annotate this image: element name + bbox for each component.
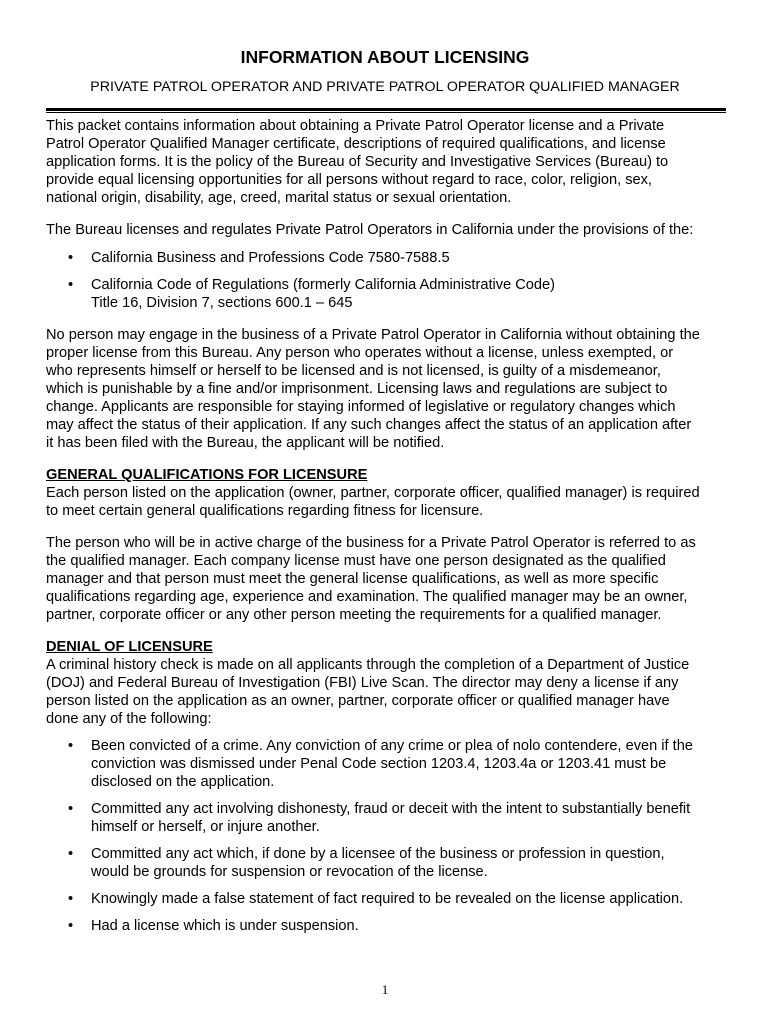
general-qualifications-text bbox=[46, 484, 736, 520]
text-line: proper license from this Bureau. Any person who operates without a license, unless exempted, or bbox=[46, 345, 674, 361]
list-item bbox=[46, 917, 736, 935]
bullet-icon: • bbox=[68, 738, 74, 754]
bullet-icon: • bbox=[68, 250, 74, 266]
general-qualifications-heading: GENERAL QUALIFICATIONS FOR LICENSURE bbox=[46, 467, 368, 483]
text-line: change. Applicants are responsible for staying informed of legislative or regulatory changes which bbox=[46, 399, 676, 415]
text-line: qualifications regarding age, experience and examination. The qualified manager may be an owner, bbox=[46, 589, 688, 605]
title-divider bbox=[46, 108, 726, 113]
text-line: person listed on the application as an owner, partner, corporate officer or qualified manager have bbox=[46, 693, 670, 709]
document-subtitle: PRIVATE PATROL OPERATOR AND PRIVATE PATROL OPERATOR QUALIFIED MANAGER bbox=[90, 79, 680, 95]
bullet-icon: • bbox=[68, 918, 74, 934]
text-line: (DOJ) and Federal Bureau of Investigation (FBI) Live Scan. The director may deny a license if any bbox=[46, 675, 679, 691]
text-line: Knowingly made a false statement of fact required to be revealed on the license application. bbox=[91, 891, 684, 907]
text-line: Had a license which is under suspension. bbox=[91, 918, 359, 934]
list-item bbox=[46, 890, 736, 908]
text-line: Title 16, Division 7, sections 600.1 – 645 bbox=[91, 295, 353, 311]
text-line: California Business and Professions Code 7580-7588.5 bbox=[91, 250, 450, 266]
text-line: Been convicted of a crime. Any conviction of any crime or plea of nolo contendere, even if the bbox=[91, 738, 693, 754]
text-line: the qualified manager. Each company license must have one person designated as the qualified bbox=[46, 553, 666, 569]
denial-text bbox=[46, 656, 736, 728]
text-line: Committed any act which, if done by a licensee of the business or profession in question, bbox=[91, 846, 665, 862]
no-person-paragraph bbox=[46, 326, 736, 452]
text-line: it has been filed with the Bureau, the applicant will be notified. bbox=[46, 435, 445, 451]
text-line: manager and that person must meet the general license qualifications, as well as more specific bbox=[46, 571, 659, 587]
text-line: The person who will be in active charge of the business for a Private Patrol Operator is referred to as bbox=[46, 535, 696, 551]
bullet-icon: • bbox=[68, 801, 74, 817]
text-line: provide equal licensing opportunities for all persons without regard to race, color, religion, sex, bbox=[46, 172, 652, 188]
text-line: which is punishable by a fine and/or imprisonment. Licensing laws and regulations are subject to bbox=[46, 381, 668, 397]
text-line: partner, corporate officer or any other person meeting the requirements for a qualified manager. bbox=[46, 607, 662, 623]
text-line: would be grounds for suspension or revocation of the license. bbox=[91, 864, 488, 880]
bullet-icon: • bbox=[68, 277, 74, 293]
list-item bbox=[46, 737, 736, 791]
text-line: disclosed on the application. bbox=[91, 774, 275, 790]
text-line: This packet contains information about obtaining a Private Patrol Operator license and a Private bbox=[46, 118, 665, 134]
text-line: The Bureau licenses and regulates Private Patrol Operators in California under the provisions of the: bbox=[46, 222, 694, 238]
denial-reasons-list bbox=[46, 737, 736, 935]
text-line: California Code of Regulations (formerly California Administrative Code) bbox=[91, 277, 555, 293]
intro-paragraph bbox=[46, 117, 736, 207]
text-line: done any of the following: bbox=[46, 711, 212, 727]
text-line: himself or herself, or injure another. bbox=[91, 819, 320, 835]
text-line: No person may engage in the business of a Private Patrol Operator in California without obtaining the bbox=[46, 327, 700, 343]
list-item bbox=[46, 276, 736, 312]
provisions-list bbox=[46, 249, 736, 312]
text-line: A criminal history check is made on all applicants through the completion of a Department of Justice bbox=[46, 657, 690, 673]
document-title: INFORMATION ABOUT LICENSING bbox=[240, 47, 530, 67]
text-line: to meet certain general qualifications regarding fitness for licensure. bbox=[46, 503, 484, 519]
denial-heading: DENIAL OF LICENSURE bbox=[46, 639, 213, 655]
text-line: may affect the status of their application. If any such changes affect the status of an application after bbox=[46, 417, 692, 433]
list-item bbox=[46, 845, 736, 881]
bullet-icon: • bbox=[68, 891, 74, 907]
page-number: 1 bbox=[381, 982, 389, 997]
text-line: Patrol Operator Qualified Manager certificate, descriptions of required qualifications, and license bbox=[46, 136, 666, 152]
list-item bbox=[46, 800, 736, 836]
provisions-intro bbox=[46, 221, 736, 239]
text-line: conviction was dismissed under Penal Code section 1203.4, 1203.4a or 1203.41 must be bbox=[91, 756, 667, 772]
text-line: national origin, disability, age, creed, marital status or sexual orientation. bbox=[46, 190, 512, 206]
text-line: Committed any act involving dishonesty, fraud or deceit with the intent to substantially benefit bbox=[91, 801, 691, 817]
bullet-icon: • bbox=[68, 846, 74, 862]
qualified-manager-paragraph bbox=[46, 534, 736, 624]
text-line: Each person listed on the application (owner, partner, corporate officer, qualified manager) is required bbox=[46, 485, 700, 501]
text-line: application forms. It is the policy of the Bureau of Security and Investigative Services (Bureau) to bbox=[46, 154, 669, 170]
list-item bbox=[46, 249, 736, 267]
text-line: who represents himself or herself to be licensed and is not licensed, is guilty of a misdemeanor, bbox=[46, 363, 661, 379]
document-body bbox=[46, 117, 736, 944]
